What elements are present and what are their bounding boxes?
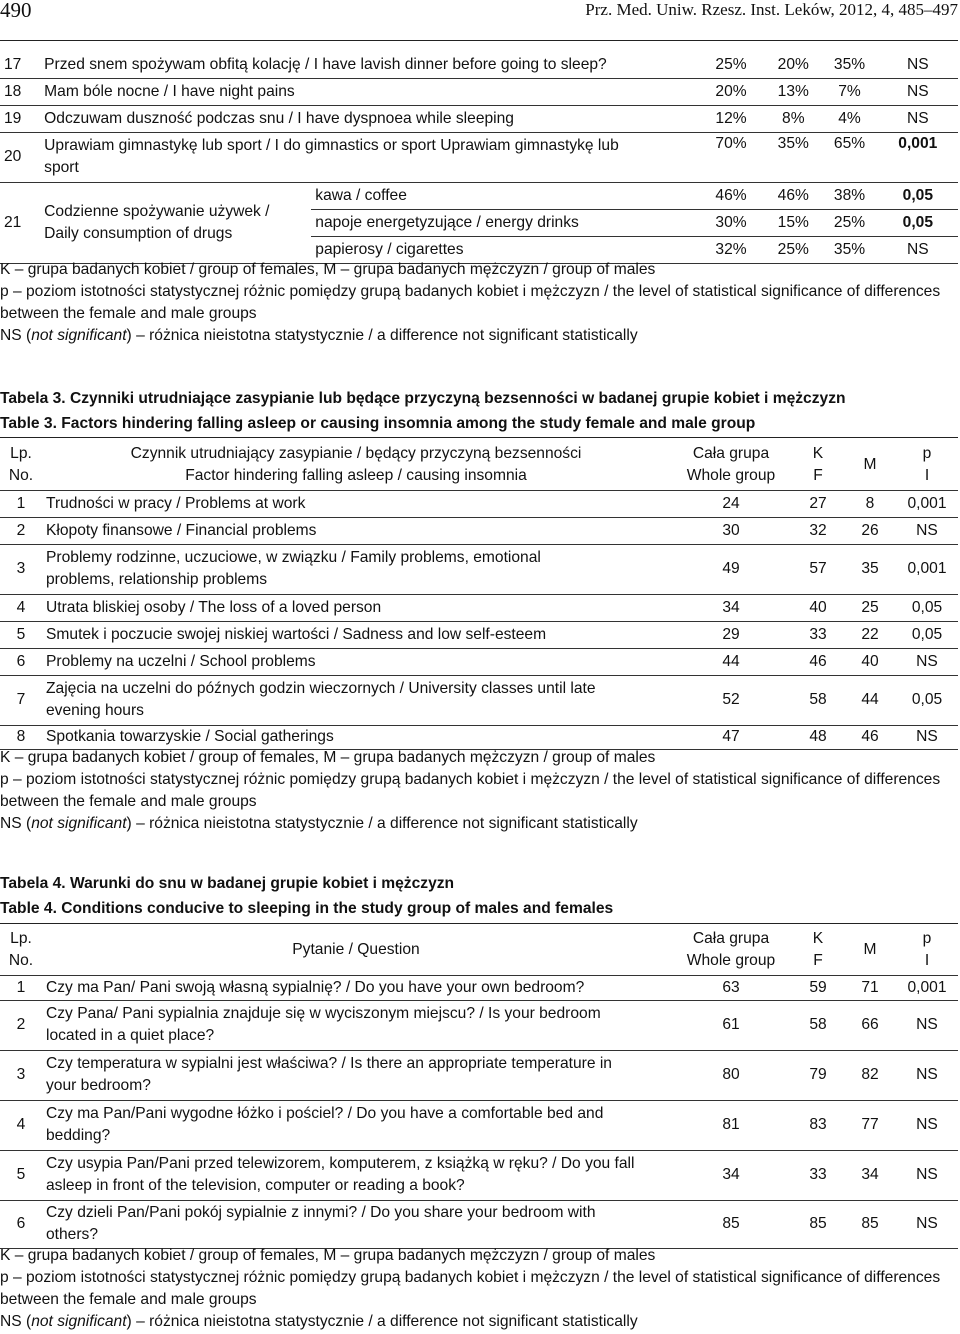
row-number: 5	[0, 621, 42, 648]
note-ns-italic: not significant	[31, 1313, 127, 1330]
row-number: 8	[0, 725, 42, 749]
header-no	[0, 926, 42, 975]
table-row	[0, 105, 958, 132]
row-number: 2	[0, 517, 42, 544]
table4-label-en: Table 4.	[0, 900, 57, 917]
header-q-en: Factor hindering falling asleep / causing insomnia	[185, 466, 527, 484]
value-female: 59	[792, 975, 844, 1000]
row-number: 21	[0, 182, 40, 263]
value-whole: 30	[670, 517, 792, 544]
row-number: 3	[0, 544, 42, 594]
value-whole: 12%	[697, 105, 765, 132]
value-male: 35%	[821, 236, 877, 263]
header-whole-pl: Cała grupa	[692, 930, 770, 948]
header-whole-en: Whole group	[686, 466, 776, 484]
value-p: 0,001	[878, 132, 958, 182]
note-ns	[0, 325, 958, 347]
value-male: 25%	[821, 209, 877, 236]
header-whole-en: Whole group	[686, 952, 776, 970]
table-row	[0, 517, 958, 544]
value-whole: 34	[670, 594, 792, 621]
value-male: 77	[844, 1100, 896, 1150]
value-p: NS	[896, 725, 958, 749]
value-p: NS	[896, 1000, 958, 1050]
table4-label-pl: Tabela 4.	[0, 875, 66, 892]
note-p: p – poziom istotności statystycznej różnic pomiędzy grupą badanych kobiet i mężczyzn / the level of statistical significance of differences between the female and male groups	[0, 283, 941, 322]
value-male: 25	[844, 594, 896, 621]
header-p-en: I	[924, 466, 930, 484]
table-row	[0, 1100, 958, 1150]
value-whole: 25%	[697, 52, 765, 78]
header-p	[896, 926, 958, 975]
value-female: 85	[792, 1200, 844, 1248]
value-p: 0,05	[896, 594, 958, 621]
value-whole: 61	[670, 1000, 792, 1050]
table-row	[0, 1150, 958, 1200]
value-female: 33	[792, 1150, 844, 1200]
value-p: NS	[896, 1200, 958, 1248]
table2-continuation	[0, 52, 958, 264]
value-female: 32	[792, 517, 844, 544]
question-cell: Czy ma Pan/Pani wygodne łóżko i pościel? / Do you have a comfortable bed and bedding?	[42, 1100, 670, 1150]
value-p: NS	[896, 1150, 958, 1200]
value-p: NS	[896, 648, 958, 675]
note-ns	[0, 813, 958, 835]
table-row	[0, 132, 958, 182]
header-no-en: No.	[8, 952, 34, 970]
header-no-pl: Lp.	[10, 930, 32, 948]
table2-notes	[0, 259, 958, 347]
question-cell: Zajęcia na uczelni do późnych godzin wieczornych / University classes until late evening hours	[42, 675, 670, 725]
value-whole: 32%	[697, 236, 765, 263]
row-number: 4	[0, 1100, 42, 1150]
value-male: 46	[844, 725, 896, 749]
table3-top-rule	[0, 437, 958, 438]
table3-notes	[0, 747, 958, 835]
table-row	[0, 975, 958, 1000]
table3-caption-pl	[0, 388, 846, 410]
value-p: NS	[896, 517, 958, 544]
table4-notes	[0, 1245, 958, 1333]
table-row	[0, 544, 958, 594]
question-cell: Czy dzieli Pan/Pani pokój sypialnie z innymi? / Do you share your bedroom with others?	[42, 1200, 670, 1248]
question-cell: Czy usypia Pan/Pani przed telewizorem, komputerem, z książką w ręku? / Do you fall asleep in front of the television, computer or reading a book?	[42, 1150, 670, 1200]
value-whole: 63	[670, 975, 792, 1000]
value-whole: 85	[670, 1200, 792, 1248]
table-row	[0, 621, 958, 648]
value-male: 35	[844, 544, 896, 594]
value-p: 0,05	[878, 182, 958, 209]
header-no-pl: Lp.	[10, 444, 32, 462]
table-row	[0, 78, 958, 105]
question-cell: Czy Pana/ Pani sypialnia znajduje się w wyciszonym miejscu? / Is your bedroom located in a quiet place?	[42, 1000, 670, 1050]
question-cell: Mam bóle nocne / I have night pains	[40, 78, 697, 105]
value-p: 0,05	[896, 675, 958, 725]
value-p: 0,05	[896, 621, 958, 648]
header-p-pl: p	[922, 930, 932, 948]
note-ns-suffix: ) – różnica nieistotna statystycznie / a difference not significant statistically	[126, 327, 638, 344]
header-question	[42, 440, 670, 490]
page-header	[0, 0, 960, 22]
header-whole	[670, 440, 792, 490]
header-rule	[0, 40, 958, 41]
question-cell: Trudności w pracy / Problems at work	[42, 490, 670, 517]
row-number: 6	[0, 648, 42, 675]
table3-label-en: Table 3.	[0, 415, 57, 432]
value-female: 57	[792, 544, 844, 594]
note-ns-prefix: NS (	[0, 815, 32, 832]
value-male: 66	[844, 1000, 896, 1050]
value-female: 25%	[765, 236, 821, 263]
value-male: 35%	[821, 52, 877, 78]
note-ns-prefix: NS (	[0, 327, 32, 344]
value-male: 26	[844, 517, 896, 544]
header-whole-pl: Cała grupa	[692, 444, 770, 462]
table-row	[0, 1000, 958, 1050]
value-whole: 30%	[697, 209, 765, 236]
table3	[0, 440, 958, 750]
table-row	[0, 1050, 958, 1100]
note-ns	[0, 1311, 958, 1333]
question-cell: Kłopoty finansowe / Financial problems	[42, 517, 670, 544]
value-whole: 47	[670, 725, 792, 749]
note-groups: K – grupa badanych kobiet / group of females, M – grupa badanych mężczyzn / group of males	[0, 749, 656, 766]
header-no-en: No.	[8, 466, 34, 484]
value-female: 46%	[765, 182, 821, 209]
sub-item-label: napoje energetyzujące / energy drinks	[311, 209, 697, 236]
value-female: 83	[792, 1100, 844, 1150]
row-number: 2	[0, 1000, 42, 1050]
value-female: 58	[792, 675, 844, 725]
question-cell: Odczuwam duszność podczas snu / I have dyspnoea while sleeping	[40, 105, 697, 132]
value-whole: 24	[670, 490, 792, 517]
value-whole: 34	[670, 1150, 792, 1200]
value-female: 40	[792, 594, 844, 621]
table3-title-en: Factors hindering falling asleep or causing insomnia among the study female and male group	[61, 415, 756, 432]
question-cell: Przed snem spożywam obfitą kolację / I have lavish dinner before going to sleep?	[40, 52, 697, 78]
table4	[0, 926, 958, 1249]
header-k: K	[812, 444, 824, 462]
table-header-row	[0, 926, 958, 975]
table4-caption-pl	[0, 873, 454, 895]
header-male: M	[844, 926, 896, 975]
value-male: 71	[844, 975, 896, 1000]
value-female: 35%	[765, 132, 821, 182]
note-groups: K – grupa badanych kobiet / group of females, M – grupa badanych mężczyzn / group of males	[0, 261, 656, 278]
header-female	[792, 440, 844, 490]
table-row	[0, 182, 958, 209]
header-p	[896, 440, 958, 490]
header-q-pl: Czynnik utrudniający zasypianie / będący przyczyną bezsenności	[130, 444, 582, 462]
value-male: 34	[844, 1150, 896, 1200]
value-p: NS	[878, 52, 958, 78]
value-female: 33	[792, 621, 844, 648]
table-row	[0, 594, 958, 621]
table-row	[0, 1200, 958, 1248]
value-whole: 20%	[697, 78, 765, 105]
header-whole	[670, 926, 792, 975]
table-row	[0, 648, 958, 675]
question-cell: Czy ma Pan/ Pani swoją własną sypialnię? / Do you have your own bedroom?	[42, 975, 670, 1000]
value-p: NS	[896, 1050, 958, 1100]
header-f: F	[813, 466, 823, 484]
row-number: 6	[0, 1200, 42, 1248]
table3-caption-en	[0, 413, 755, 435]
value-male: 85	[844, 1200, 896, 1248]
question-cell: Uprawiam gimnastykę lub sport / I do gimnastics or sport Uprawiam gimnastykę lub sport	[40, 132, 697, 182]
note-ns-italic: not significant	[31, 327, 127, 344]
table-row	[0, 725, 958, 749]
journal-citation: Prz. Med. Uniw. Rzesz. Inst. Leków, 2012, 4, 485–497	[585, 0, 958, 19]
value-p: NS	[878, 78, 958, 105]
value-male: 82	[844, 1050, 896, 1100]
question-cell: Smutek i poczucie swojej niskiej wartości / Sadness and low self-esteem	[42, 621, 670, 648]
row-number: 5	[0, 1150, 42, 1200]
note-ns-suffix: ) – różnica nieistotna statystycznie / a difference not significant statistically	[126, 1313, 638, 1330]
header-f: F	[813, 952, 823, 970]
note-ns-prefix: NS (	[0, 1313, 32, 1330]
header-question: Pytanie / Question	[42, 926, 670, 975]
value-p: NS	[878, 105, 958, 132]
row-number: 1	[0, 490, 42, 517]
value-whole: 52	[670, 675, 792, 725]
question-cell: Spotkania towarzyskie / Social gatherings	[42, 725, 670, 749]
table4-caption-en	[0, 898, 613, 920]
table4-top-rule	[0, 923, 958, 924]
note-ns-italic: not significant	[31, 815, 127, 832]
row-number: 1	[0, 975, 42, 1000]
header-female	[792, 926, 844, 975]
value-p: 0,05	[878, 209, 958, 236]
row-number: 18	[0, 78, 40, 105]
row-number: 3	[0, 1050, 42, 1100]
question-cell: Czy temperatura w sypialni jest właściwa? / Is there an appropriate temperature in your bedroom?	[42, 1050, 670, 1100]
value-female: 48	[792, 725, 844, 749]
note-p: p – poziom istotności statystycznej różnic pomiędzy grupą badanych kobiet i mężczyzn / the level of statistical significance of differences between the female and male groups	[0, 1269, 941, 1308]
value-female: 15%	[765, 209, 821, 236]
value-female: 8%	[765, 105, 821, 132]
row-number: 7	[0, 675, 42, 725]
value-whole: 46%	[697, 182, 765, 209]
row-number: 20	[0, 132, 40, 182]
value-male: 40	[844, 648, 896, 675]
value-male: 7%	[821, 78, 877, 105]
value-female: 20%	[765, 52, 821, 78]
value-male: 22	[844, 621, 896, 648]
note-groups: K – grupa badanych kobiet / group of females, M – grupa badanych mężczyzn / group of males	[0, 1247, 656, 1264]
value-female: 46	[792, 648, 844, 675]
sub-item-label: kawa / coffee	[311, 182, 697, 209]
question-cell: Problemy rodzinne, uczuciowe, w związku / Family problems, emotional problems, relationship problems	[42, 544, 670, 594]
value-female: 27	[792, 490, 844, 517]
table4-title-en: Conditions conducive to sleeping in the study group of males and females	[61, 900, 614, 917]
table4-title-pl: Warunki do snu w badanej grupie kobiet i mężczyzn	[69, 875, 455, 892]
note-ns-suffix: ) – różnica nieistotna statystycznie / a difference not significant statistically	[126, 815, 638, 832]
value-whole: 80	[670, 1050, 792, 1100]
value-whole: 70%	[697, 132, 765, 182]
table-row	[0, 490, 958, 517]
value-male: 65%	[821, 132, 877, 182]
row-number: 19	[0, 105, 40, 132]
value-p: NS	[878, 236, 958, 263]
value-p: NS	[896, 1100, 958, 1150]
value-whole: 81	[670, 1100, 792, 1150]
page-number: 490	[0, 0, 32, 22]
value-female: 58	[792, 1000, 844, 1050]
table3-label-pl: Tabela 3.	[0, 390, 66, 407]
value-p: 0,001	[896, 544, 958, 594]
table-row	[0, 52, 958, 78]
note-p: p – poziom istotności statystycznej różnic pomiędzy grupą badanych kobiet i mężczyzn / the level of statistical significance of differences between the female and male groups	[0, 771, 941, 810]
value-p: 0,001	[896, 975, 958, 1000]
header-k: K	[812, 930, 824, 948]
value-female: 13%	[765, 78, 821, 105]
header-p-en: I	[924, 952, 930, 970]
row-number: 4	[0, 594, 42, 621]
sub-item-label: papierosy / cigarettes	[311, 236, 697, 263]
value-male: 4%	[821, 105, 877, 132]
value-male: 44	[844, 675, 896, 725]
question-cell: Codzienne spożywanie używek / Daily consumption of drugs	[40, 182, 311, 263]
value-whole: 29	[670, 621, 792, 648]
value-male: 38%	[821, 182, 877, 209]
value-male: 8	[844, 490, 896, 517]
question-cell: Utrata bliskiej osoby / The loss of a loved person	[42, 594, 670, 621]
value-p: 0,001	[896, 490, 958, 517]
row-number: 17	[0, 52, 40, 78]
value-whole: 44	[670, 648, 792, 675]
table-row	[0, 675, 958, 725]
header-male: M	[844, 440, 896, 490]
value-female: 79	[792, 1050, 844, 1100]
value-whole: 49	[670, 544, 792, 594]
header-no	[0, 440, 42, 490]
header-p-pl: p	[922, 444, 932, 462]
table-header-row	[0, 440, 958, 490]
table3-title-pl: Czynniki utrudniające zasypianie lub będące przyczyną bezsenności w badanej grupie kobiet i mężczyzn	[69, 390, 846, 407]
question-cell: Problemy na uczelni / School problems	[42, 648, 670, 675]
